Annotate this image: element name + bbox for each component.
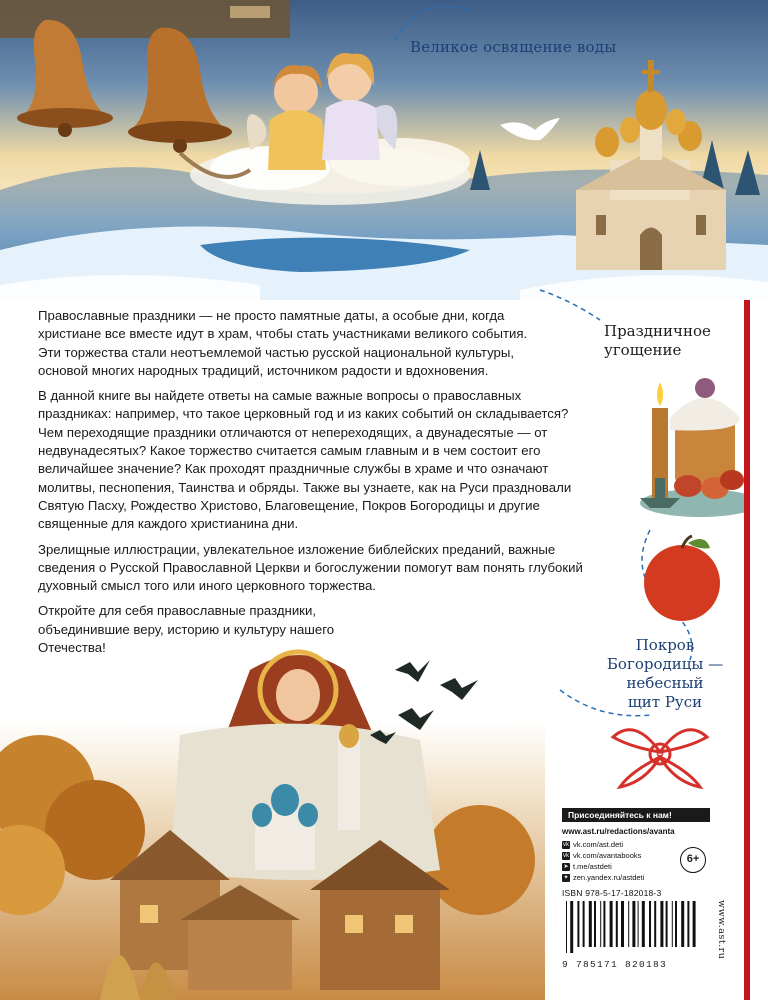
barcode-bar bbox=[642, 901, 645, 947]
social-link-zen[interactable]: ✦ zen.yandex.ru/astdeti bbox=[563, 873, 645, 882]
join-us-banner: Присоединяйтесь к нам! bbox=[562, 808, 710, 822]
caption-pokrov-line-1: Покров bbox=[635, 636, 695, 654]
vk-icon: vk bbox=[563, 852, 569, 859]
caption-pokrov-line-2: Богородицы — bbox=[606, 655, 724, 673]
barcode-bar bbox=[660, 901, 663, 947]
barcode-number: 9 785171 820183 bbox=[562, 959, 668, 970]
paragraph-illustrations: Зрелищные иллюстрации, увлекательное изложение библейских преданий, важные сведения о Русской Православной Церкви и богослужении помогут вам понять глубокий духовный смысл того или иного церковного торжества. bbox=[38, 541, 583, 594]
barcode-bar bbox=[570, 901, 573, 953]
caption-holiday-food bbox=[604, 322, 764, 360]
publisher-info-box bbox=[562, 808, 710, 994]
telegram-icon: ➤ bbox=[563, 863, 569, 870]
barcode-bar bbox=[603, 901, 605, 947]
social-link-vk-avantabooks[interactable]: vk vk.com/avantabooks bbox=[563, 851, 642, 860]
paragraph-questions: В данной книге вы найдете ответы на самые важные вопросы о православных праздниках: например, что такое церковный год и из каких событий он складывается? Чем переходящие праздники отличаются от непереходящих, а двунадесятые — от недвунадесятых? Какое торжество считается самым главным и в чем состоит его величайшее значение? Как проходят праздничные службы в храме и что означают молитвы, песнопения, Таинства и обряды. Также вы узнаете, как на Руси праздновали Святую Пасху, Рождество Христово, Благовещение, Покров Богородицы и другие священные для каждого христианина дни. bbox=[38, 388, 572, 532]
barcode-bar bbox=[687, 901, 689, 947]
barcode-bar bbox=[638, 901, 639, 947]
caption-pokrov-line-3: небесный bbox=[626, 674, 704, 692]
barcode-bar bbox=[649, 901, 651, 947]
social-link-telegram[interactable]: ➤ t.me/astdeti bbox=[563, 862, 612, 871]
barcode-bar bbox=[632, 901, 635, 947]
publisher-site-link[interactable]: www.ast.ru/redactions/avanta bbox=[562, 827, 675, 836]
paragraph-closing: Откройте для себя православные праздники, объединившие веру, историю и культуру нашего Отечества! bbox=[38, 603, 335, 656]
barcode-bar bbox=[577, 901, 579, 947]
barcode-bar bbox=[589, 901, 592, 947]
seraph-ornament bbox=[605, 712, 715, 792]
barcode-bar bbox=[681, 901, 684, 947]
barcode-bar bbox=[628, 901, 629, 947]
barcode-bar bbox=[594, 901, 596, 947]
caption-holiday-line-2: угощение bbox=[604, 341, 682, 359]
barcode-bar bbox=[616, 901, 618, 947]
barcode-bar bbox=[566, 901, 567, 953]
apple bbox=[644, 545, 720, 621]
vertical-site-text: www.ast.ru bbox=[716, 900, 727, 960]
caption-holiday-line-1: Праздничное bbox=[604, 322, 711, 340]
vk-icon: vk bbox=[563, 841, 569, 848]
age-rating-badge: 6+ bbox=[680, 847, 706, 873]
paragraph-intro: Православные праздники — не просто памятные даты, а особые дни, когда христиане все вместе идут в храм, чтобы стать участниками великого события. Эти торжества стали неотъемлемой частью русской национальной культуры, основой многих народных традиций, источником радости и вдохновения. bbox=[38, 308, 528, 378]
barcode-bar bbox=[610, 901, 613, 947]
zen-icon: ✦ bbox=[563, 874, 569, 881]
caption-pokrov bbox=[590, 636, 740, 712]
barcode bbox=[562, 901, 702, 953]
caption-pokrov-line-4: щит Руси bbox=[627, 693, 703, 711]
illustration-pokrov-village bbox=[0, 640, 545, 1000]
illustration-holiday-food bbox=[620, 368, 745, 643]
social-link-vk-astdeti[interactable]: vk vk.com/ast.deti bbox=[563, 840, 624, 849]
red-edge-stripe bbox=[744, 300, 750, 1000]
barcode-bar bbox=[672, 901, 673, 947]
barcode-bar bbox=[583, 901, 585, 947]
barcode-bar bbox=[600, 901, 601, 947]
barcode-bar bbox=[675, 901, 677, 947]
barcode-bar bbox=[693, 901, 696, 947]
isbn: ISBN 978-5-17-182018-3 bbox=[562, 888, 662, 898]
barcode-bar bbox=[621, 901, 624, 947]
caption-water-blessing: Великое освящение воды bbox=[410, 38, 617, 56]
barcode-bar bbox=[666, 901, 668, 947]
barcode-bar bbox=[654, 901, 656, 947]
book-description bbox=[38, 307, 593, 664]
